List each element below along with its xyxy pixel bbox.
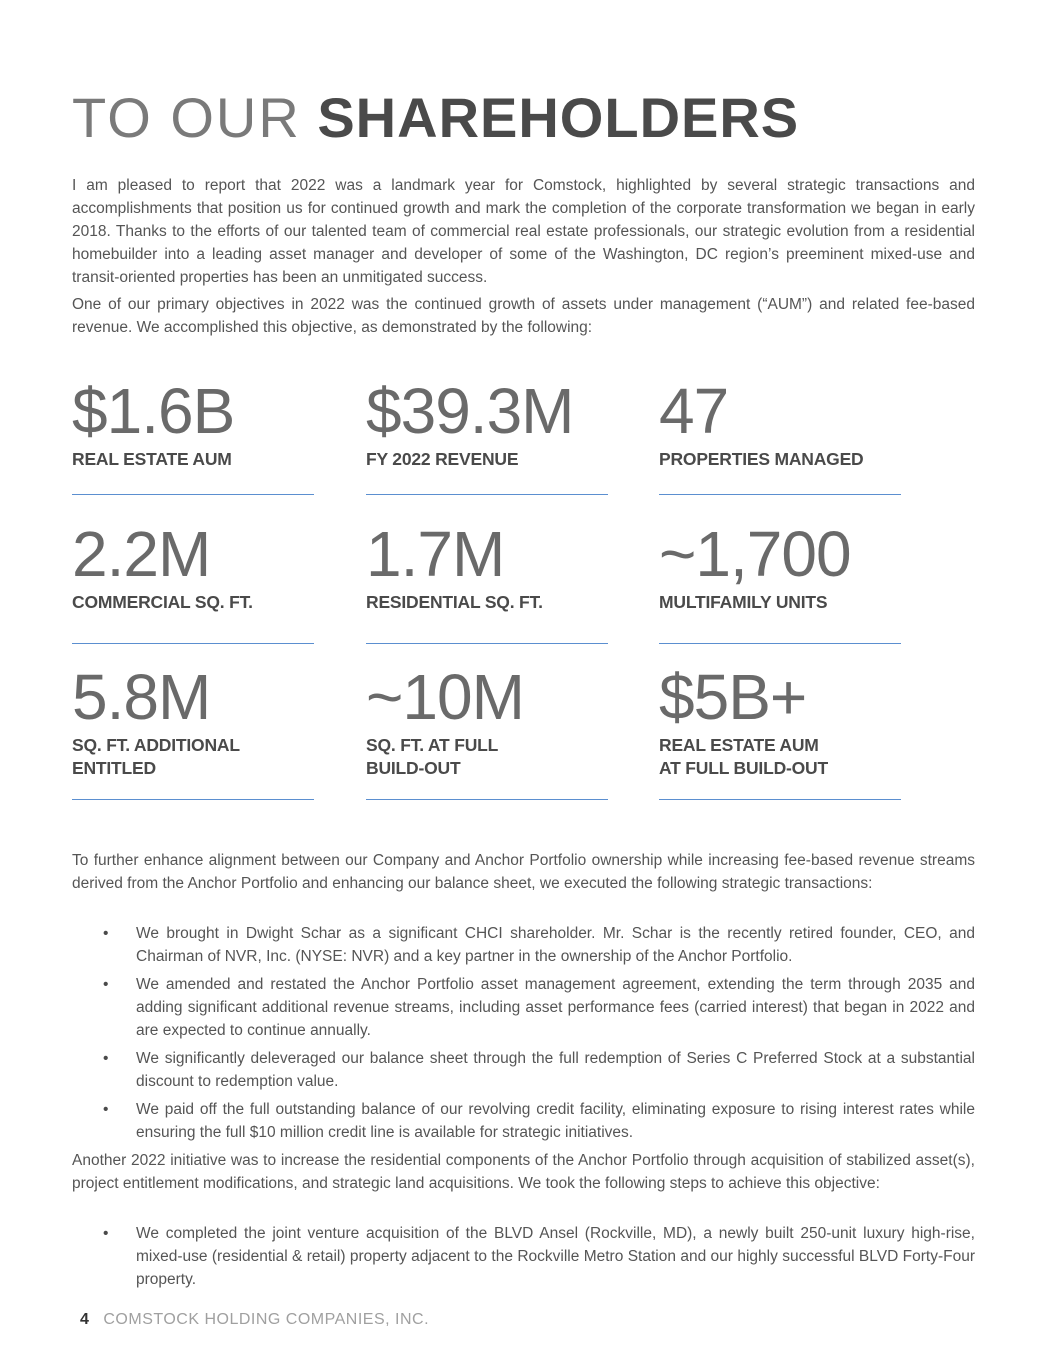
intro-paragraph-2: One of our primary objectives in 2022 was the continued growth of assets under management (“AUM”) and related fee-based revenue. We accomplished this objective, as demonstrated by the following: xyxy=(72,296,975,336)
stat-label xyxy=(659,734,901,780)
list-item xyxy=(72,1222,975,1291)
stat-value: 5.8M xyxy=(72,661,211,733)
residential-intro: Another 2022 initiative was to increase the residential components of the Anchor Portfolio through acquisition of stabilized asset(s), project entitlement modifications, and strategic land acquisitions. We took the following steps to achieve this objective: xyxy=(72,1152,975,1192)
stat-label: COMMERCIAL SQ. FT. xyxy=(72,592,253,612)
stat-label: FY 2022 REVENUE xyxy=(366,449,519,469)
stat-label-line-1: SQ. FT. AT FULL xyxy=(366,735,499,755)
stat-label xyxy=(366,734,608,780)
stat-multifamily-units xyxy=(659,518,901,614)
bullet-icon: • xyxy=(103,1101,109,1118)
stat-fy-revenue xyxy=(366,375,608,471)
page-footer xyxy=(80,1309,429,1331)
stat-value: $1.6B xyxy=(72,375,235,447)
title-bold: SHAREHOLDERS xyxy=(317,86,800,149)
stat-label: MULTIFAMILY UNITS xyxy=(659,592,828,612)
stat-value: $5B+ xyxy=(659,661,807,733)
stat-label xyxy=(72,734,314,780)
list-item-text: We paid off the full outstanding balance of our revolving credit facility, eliminating exposure to rising interest rates while ensuring the full $10 million credit line is available for strategic initiatives. xyxy=(136,1101,975,1141)
list-item-text: We significantly deleveraged our balance sheet through the full redemption of Series C Preferred Stock at a substantial discount to redemption value. xyxy=(136,1050,975,1090)
list-item xyxy=(72,1047,975,1093)
stat-divider xyxy=(72,643,314,644)
stat-aum-full-build-out xyxy=(659,661,901,780)
stat-label-line-2: AT FULL BUILD-OUT xyxy=(659,758,828,778)
stat-divider xyxy=(72,799,314,800)
stat-full-build-out-sqft xyxy=(366,661,608,780)
list-item-text: We completed the joint venture acquisition of the BLVD Ansel (Rockville, MD), a newly built 250-unit luxury high-rise, mixed-use (residential & retail) property adjacent to the Rockville Metro Station and our highly successful BLVD Forty-Four property. xyxy=(136,1225,975,1288)
page-title xyxy=(72,84,799,152)
stat-label-line-1: REAL ESTATE AUM xyxy=(659,735,819,755)
transactions-list xyxy=(72,922,975,1149)
list-item xyxy=(72,973,975,1042)
stat-value: 1.7M xyxy=(366,518,505,590)
page-number: 4 xyxy=(80,1311,89,1328)
list-item xyxy=(72,1098,975,1144)
stat-value: ~10M xyxy=(366,661,524,733)
list-item-text: We brought in Dwight Schar as a significant CHCI shareholder. Mr. Schar is the recently retired founder, CEO, and Chairman of NVR, Inc. (NYSE: NVR) and a key partner in the ownership of the Anchor Portfolio. xyxy=(136,925,975,965)
stat-label-line-2: ENTITLED xyxy=(72,758,156,778)
stat-divider xyxy=(659,494,901,495)
stat-properties-managed xyxy=(659,375,901,471)
stat-residential-sqft xyxy=(366,518,608,614)
stat-divider xyxy=(366,643,608,644)
stat-value: 2.2M xyxy=(72,518,211,590)
stat-label-line-1: SQ. FT. ADDITIONAL xyxy=(72,735,240,755)
stat-value: 47 xyxy=(659,375,729,447)
stat-divider xyxy=(366,799,608,800)
stat-divider xyxy=(366,494,608,495)
company-name: COMSTOCK HOLDING COMPANIES, INC. xyxy=(103,1311,430,1328)
stat-label-line-2: BUILD-OUT xyxy=(366,758,461,778)
bullet-icon: • xyxy=(103,1050,109,1067)
bullet-icon: • xyxy=(103,925,109,942)
stat-divider xyxy=(72,494,314,495)
list-item xyxy=(72,922,975,968)
stat-commercial-sqft xyxy=(72,518,314,614)
stat-value: $39.3M xyxy=(366,375,574,447)
stat-divider xyxy=(659,643,901,644)
stat-additional-entitled xyxy=(72,661,314,780)
title-light: TO OUR xyxy=(72,86,301,149)
stat-label: REAL ESTATE AUM xyxy=(72,449,232,469)
stat-label: RESIDENTIAL SQ. FT. xyxy=(366,592,543,612)
list-item-text: We amended and restated the Anchor Portfolio asset management agreement, extending the term through 2035 and adding significant additional revenue streams, including asset performance fees (carried interest) that began in 2022 and are expected to continue annually. xyxy=(136,976,975,1039)
intro-paragraph-1: I am pleased to report that 2022 was a landmark year for Comstock, highlighted by several strategic transactions and accomplishments that position us for continued growth and mark the completion of the corporate transformation we began in early 2018. Thanks to the efforts of our talented team of commercial real estate professionals, our strategic evolution from a residential homebuilder into a leading asset manager and developer of some of the Washington, DC region’s preeminent mixed-use and transit-oriented properties has been an unmitigated success. xyxy=(72,177,975,286)
stat-value: ~1,700 xyxy=(659,518,851,590)
stat-divider xyxy=(659,799,901,800)
bullet-icon: • xyxy=(103,976,109,993)
stat-label: PROPERTIES MANAGED xyxy=(659,449,864,469)
bullet-icon: • xyxy=(103,1225,109,1242)
transactions-intro: To further enhance alignment between our Company and Anchor Portfolio ownership while increasing fee-based revenue streams derived from the Anchor Portfolio and enhancing our balance sheet, we executed the following strategic transactions: xyxy=(72,852,975,892)
stat-real-estate-aum xyxy=(72,375,314,471)
residential-list xyxy=(72,1222,975,1296)
